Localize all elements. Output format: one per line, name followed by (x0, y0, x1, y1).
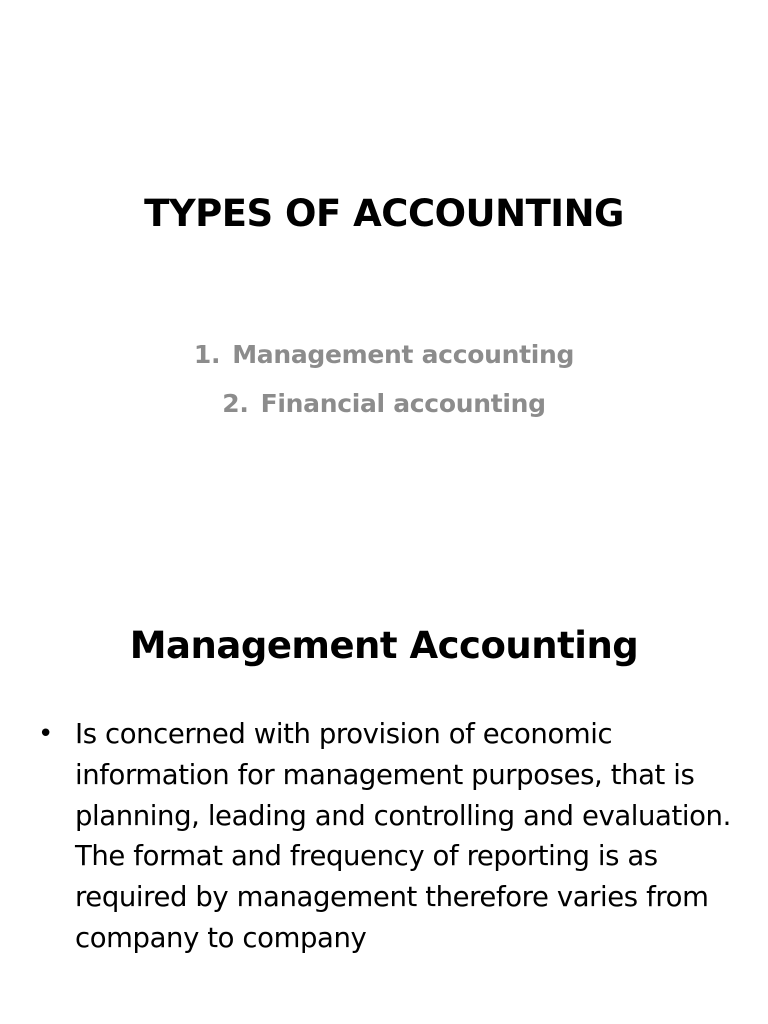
list-item-label: Management accounting (232, 340, 575, 369)
bullet-text: Is concerned with provision of economic information for management purposes, that is planning, leading and controlling and evaluation. The format and frequency of reporting is as required by management therefore varies from company to company (75, 718, 731, 954)
list-item (0, 330, 768, 379)
bullet-list (38, 714, 738, 959)
list-item-number: 1. (193, 340, 221, 369)
list-item (0, 379, 768, 428)
slide-management-accounting (0, 576, 768, 1024)
slide-title: TYPES OF ACCOUNTING (144, 192, 624, 235)
list-item-number: 2. (222, 389, 249, 418)
slide-title: Management Accounting (129, 624, 639, 667)
bullet-item (38, 714, 738, 959)
bullet-icon: • (38, 719, 53, 749)
accounting-types-list (0, 330, 768, 428)
list-item-label: Financial accounting (260, 389, 546, 418)
